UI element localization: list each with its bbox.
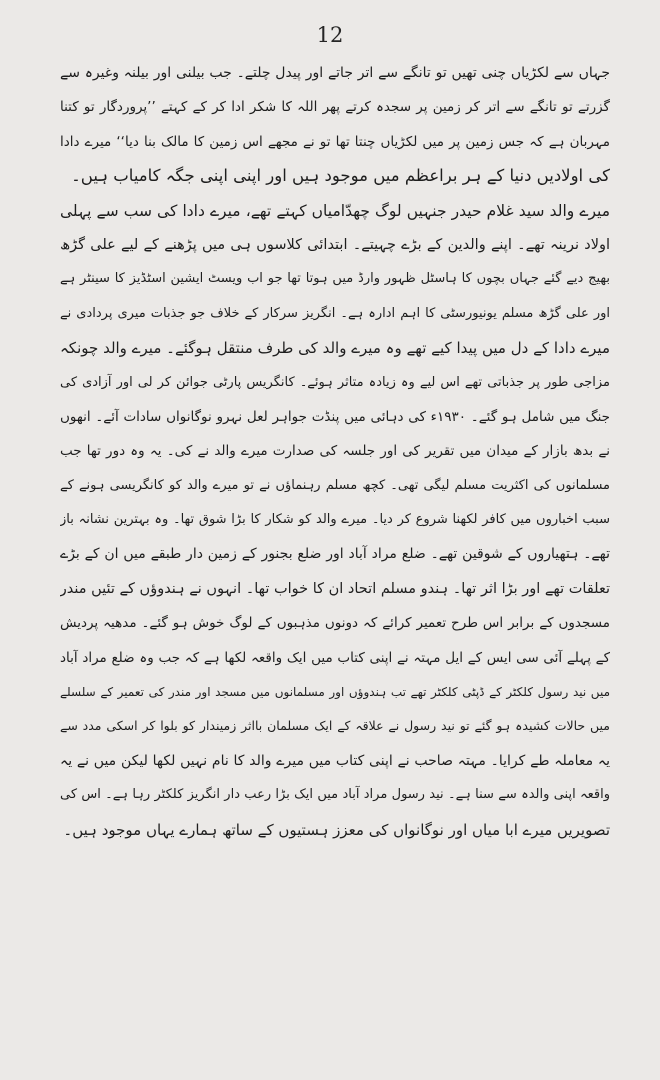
paragraph-2	[60, 194, 610, 847]
text-line: نے بدھ بازار کے میدان میں تقریر کی اور جلسہ کی صدارت میرے والد نے کی۔ یہ وہ دور تھا جب	[60, 443, 610, 460]
text-line: مزاجی طور پر جذباتی تھے اس لیے وہ زیادہ متاثر ہوئے۔ کانگریس پارٹی جوائن کر لی اور آزادی کی	[60, 374, 610, 390]
text-line: اور علی گڑھ مسلم یونیورسٹی کا اہم ادارہ ہے۔ انگریز سرکار کے خلاف جو جذبات میری پردادی نے	[60, 305, 610, 321]
text-line: کی اولادیں دنیا کے ہر براعظم میں موجود ہیں اور اپنی اپنی جگہ کامیاب ہیں۔	[71, 166, 610, 186]
text-line: تصویریں میرے ابا میاں اور نوگانواں کی معزز ہستیوں کے ساتھ ہمارے یہاں موجود ہیں۔	[63, 820, 610, 839]
text-line: میرے دادا کے دل میں پیدا کیے تھے وہ میرے والد کی طرف منتقل ہوگئے۔ میرے والد چونکہ	[60, 339, 610, 358]
text-line: بھیج دیے گئے جہاں بچوں کا ہاسٹل ظہور وارڈ میں ہوتا تھا جو اب ویسٹ ایشین اسٹڈیز کا سینٹر ہے	[60, 271, 610, 287]
text-line: واقعہ اپنی والدہ سے سنا ہے۔ نید رسول مراد آباد میں ایک بڑا رعب دار انگریز کلکٹر رہا ہے۔ اس کی	[60, 787, 610, 803]
text-line: اولاد نرینہ تھے۔ اپنے والدین کے بڑے چہیتے۔ ابتدائی کلاسوں ہی میں پڑھنے کے لیے علی گڑھ	[60, 236, 610, 253]
paragraph-1	[60, 56, 610, 194]
text-line: مسلمانوں کی اکثریت مسلم لیگی تھی۔ کچھ مسلم رہنماؤں نے تو میرے والد کو کانگریسی ہونے کے	[60, 477, 610, 493]
text-line: میں حالات کشیدہ ہو گئے تو نید رسول نے علاقہ کے ایک مسلمان بااثر زمیندار کو بلوا کر اسکی مدد سے	[60, 718, 610, 734]
text-line: کے پہلے آئی سی ایس کے ایل مہتہ نے اپنی کتاب میں ایک واقعہ لکھا ہے کہ جب وہ ضلع مراد آباد	[60, 649, 610, 666]
text-line: یہ معاملہ طے کرایا۔ مہتہ صاحب نے اپنی کتاب میں میرے والد کا نام نہیں لکھا لیکن میں نے یہ	[60, 752, 610, 769]
text-line: مسجدوں کے برابر اس طرح تعمیر کرائے کہ دونوں مذہبوں کے لوگ خوش ہو گئے۔ مدھیہ پردیش	[60, 615, 610, 632]
text-line: جہاں سے لکڑیاں چنی تھیں تو تانگے سے اتر جاتے اور پیدل چلتے۔ جب بیلنی اور بیلنہ وغیرہ سے	[60, 65, 610, 81]
text-line: مہربان ہے کہ جس زمین پر میں لکڑیاں چنتا تھا تو نے مجھے اس زمین کا مالک بنا دیا‘‘ میرے دادا	[60, 133, 610, 150]
text-line: گزرتے تو تانگے سے اتر کر زمین پر سجدہ کرتے پھر اللہ کا شکر ادا کر کے کہتے ’’پروردگار تو کتنا	[60, 99, 610, 116]
text-line: تعلقات تھے اور بڑا اثر تھا۔ ہندو مسلم اتحاد ان کا خواب تھا۔ انہوں نے ہندوؤں کے تئیں مندر	[60, 580, 610, 597]
text-line: سبب اخباروں میں کافر لکھنا شروع کر دیا۔ میرے والد کو شکار کا بڑا شوق تھا۔ وہ بہترین نشانہ باز	[60, 512, 610, 528]
text-line: میں نید رسول کلکٹر کے ڈپٹی کلکٹر تھے تب ہندوؤں اور مسلمانوں میں مسجد اور مندر کی تعمیر کے سلسلے	[60, 685, 610, 700]
text-line: تھے۔ ہتھیاروں کے شوقین تھے۔ ضلع مراد آباد اور ضلع بجنور کے زمین دار طبقے میں ان کے بڑے	[60, 546, 610, 563]
text-line: میرے والد سید غلام حیدر جنہیں لوگ چھدّامیاں کہتے تھے، میرے دادا کی سب سے پہلی	[60, 201, 610, 220]
body-text	[60, 56, 610, 847]
page-number: 12	[316, 23, 344, 47]
text-line: جنگ میں شامل ہو گئے۔ ۱۹۳۰ء کی دہائی میں پنڈت جواہر لعل نہرو نوگانواں سادات آئے۔ انھوں	[60, 408, 610, 425]
